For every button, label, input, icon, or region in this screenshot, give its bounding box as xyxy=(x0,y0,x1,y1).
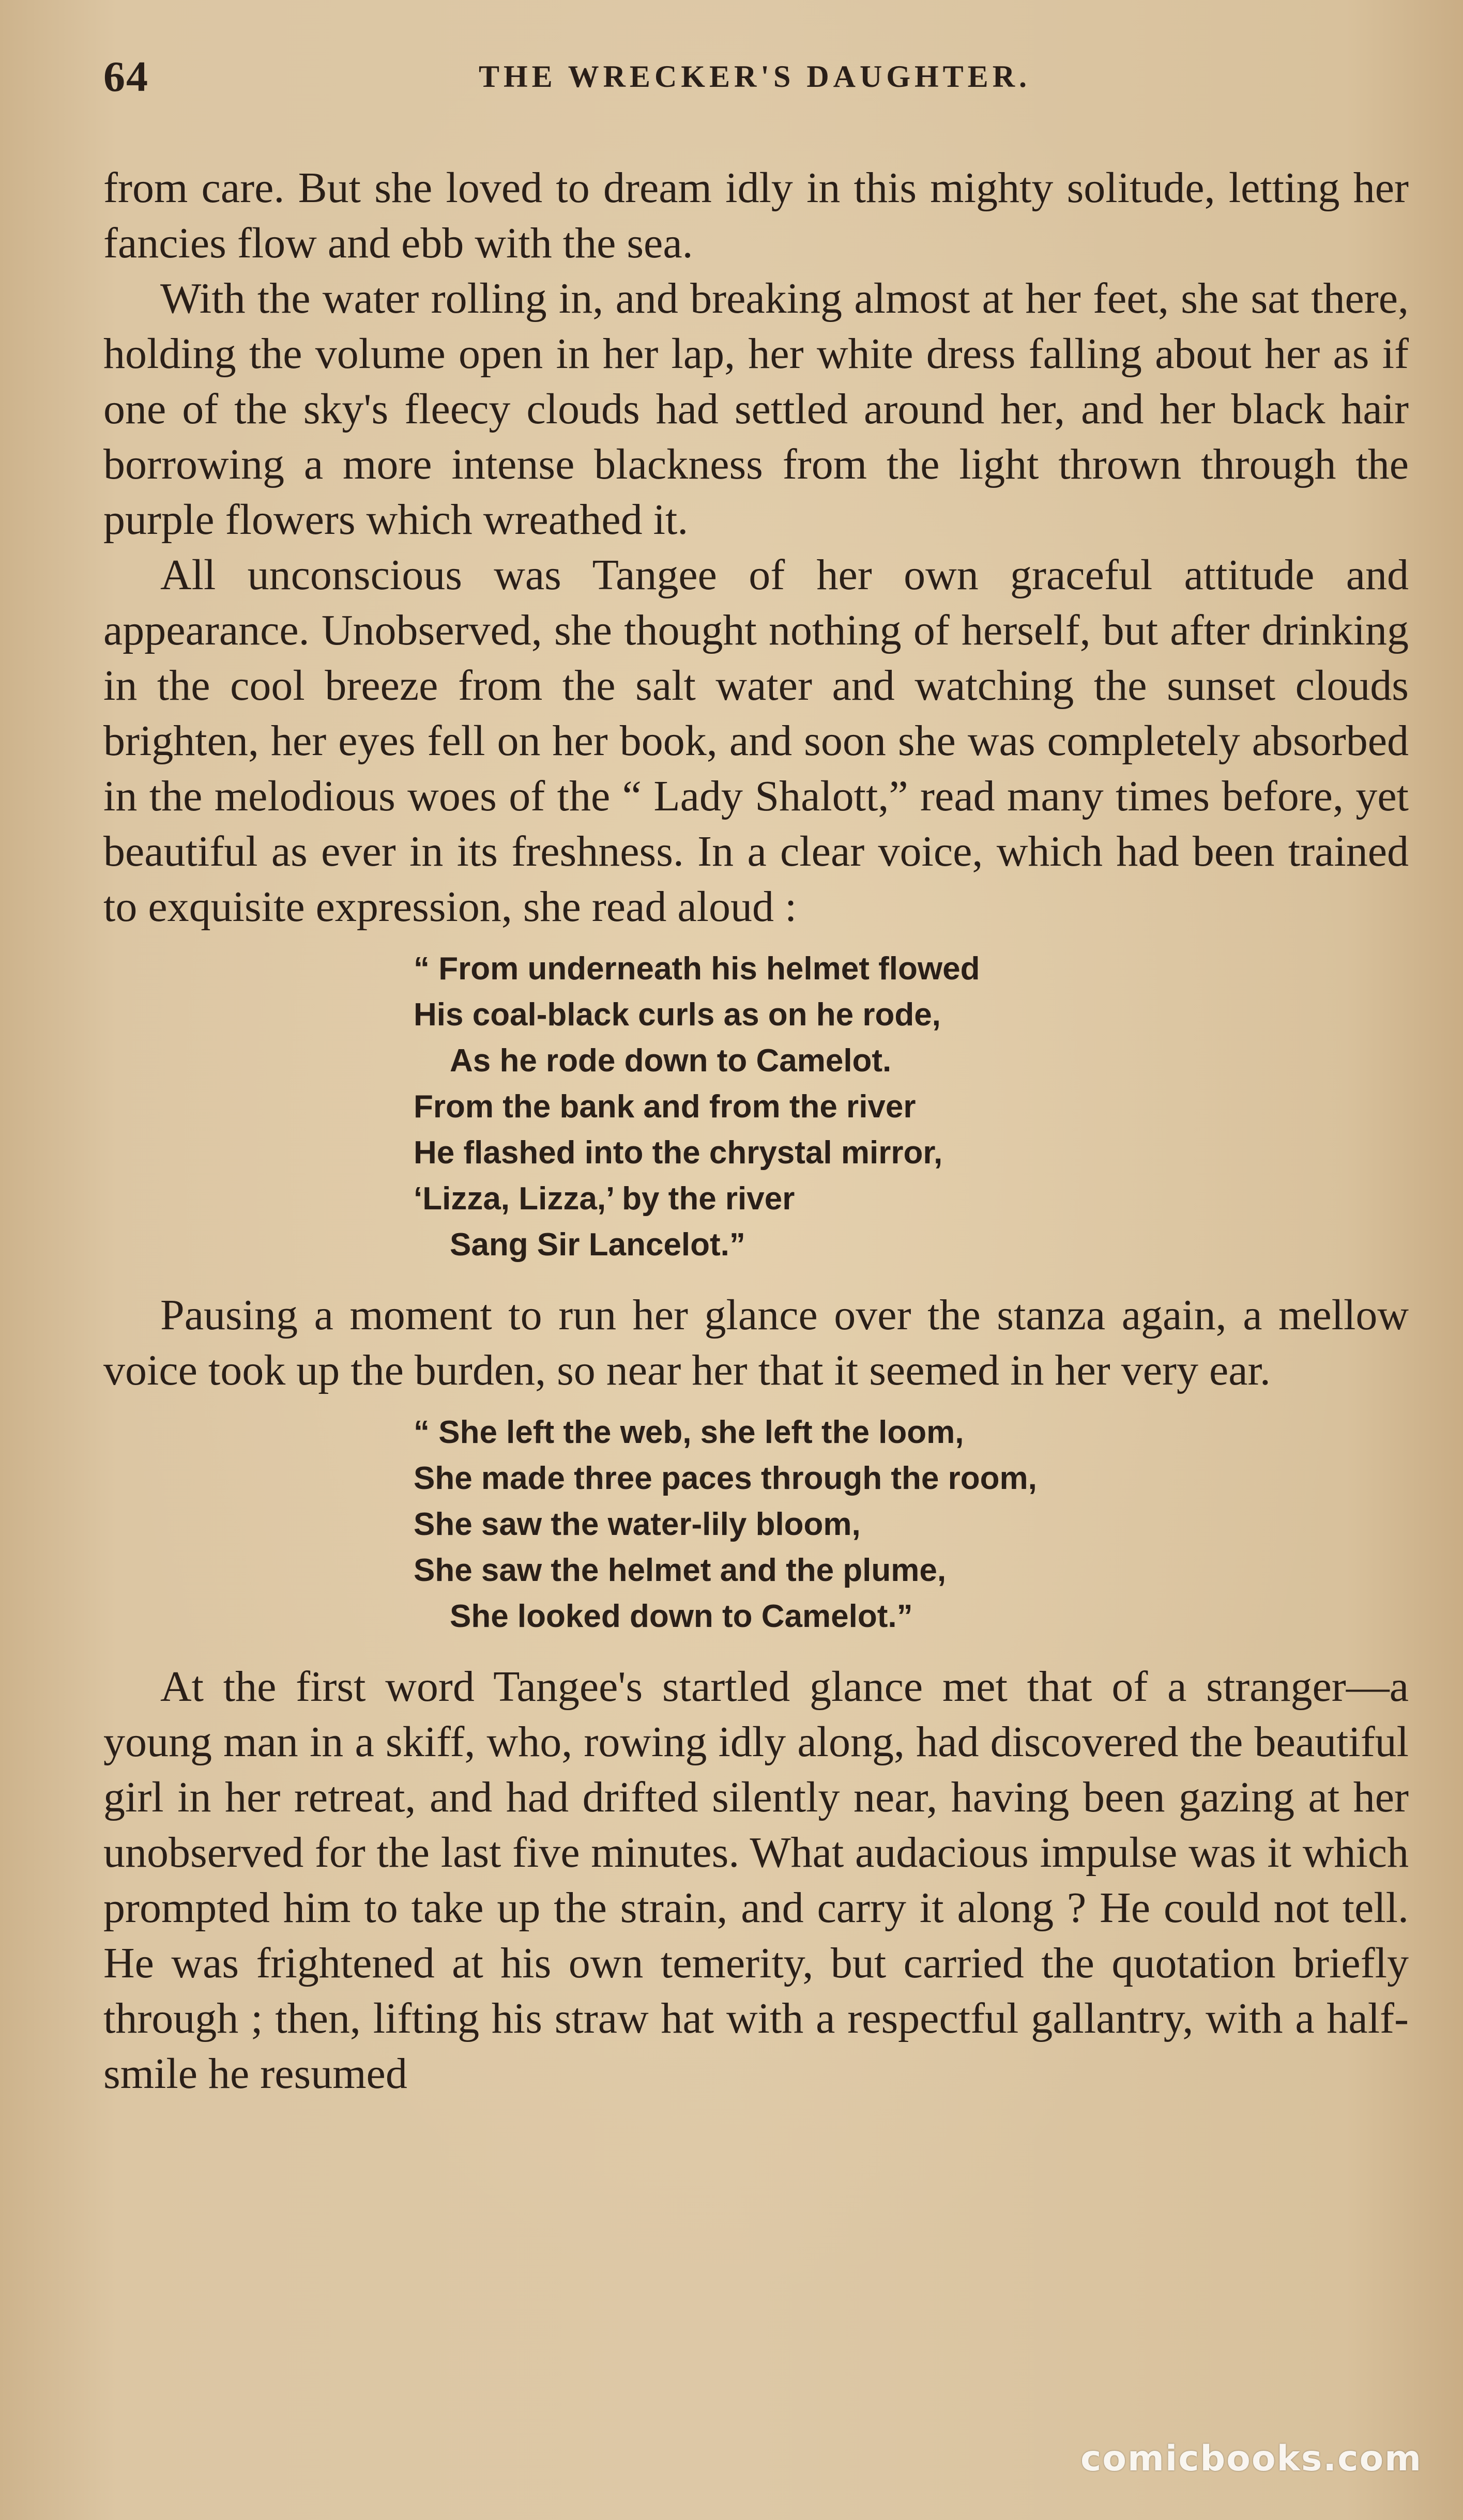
paragraph-3: All unconscious was Tangee of her own graceful attitude and appearance. Unobserved, she thought nothing of herself, but after drinking in the cool breeze from the salt water and watching the sunset clouds brighten, her eyes fell on her book, and soon she was completely absorbed in the melodious woes of the “ Lady Shalott,” read many times before, yet beautiful as ever in its freshness. In a clear voice, which had been trained to exquisite expression, she read aloud : xyxy=(103,551,1409,931)
poem-line: She looked down to Camelot.” xyxy=(450,1599,913,1634)
poem-stanza-2 xyxy=(103,1409,1409,1639)
watermark: comicbooks.com xyxy=(1080,2438,1423,2479)
poem-line: She saw the helmet and the plume, xyxy=(414,1553,947,1588)
poem-line: From the bank and from the river xyxy=(414,1089,916,1125)
poem-line: “ She left the web, she left the loom, xyxy=(414,1415,964,1450)
poem-line: Sang Sir Lancelot.” xyxy=(450,1227,745,1263)
paragraph-2: With the water rolling in, and breaking almost at her feet, she sat there, holding the volume open in her lap, her white dress falling about her as if one of the sky's fleecy clouds had settled around her, and her black hair borrowing a more intense blackness from the light thrown through the purple flowers which wreathed it. xyxy=(103,274,1409,544)
poem-line: She made three paces through the room, xyxy=(414,1461,1037,1496)
page-header xyxy=(103,52,1406,114)
poem-line: He flashed into the chrystal mirror, xyxy=(414,1135,943,1171)
poem-line: “ From underneath his helmet flowed xyxy=(414,951,980,987)
poem-line: She saw the water-lily bloom, xyxy=(414,1507,861,1542)
poem-line: His coal-black curls as on he rode, xyxy=(414,997,941,1033)
page-number: 64 xyxy=(103,53,149,101)
running-title: THE WRECKER'S DAUGHTER. xyxy=(478,59,1031,94)
paragraph-1: from care. But she loved to dream idly in this mighty solitude, letting her fancies flow and ebb with the sea. xyxy=(103,164,1409,267)
poem-line: As he rode down to Camelot. xyxy=(450,1043,892,1079)
paragraph-5: At the first word Tangee's startled glance met that of a stranger—a young man in a skiff, who, rowing idly along, had discovered the beautiful girl in her retreat, and had drifted silently near, having been gazing at her unobserved for the last five minutes. What audacious impulse was it which prompted him to take up the strain, and carry it along ? He could not tell. He was frightened at his own temerity, but carried the quotation briefly through ; then, lifting his straw hat with a respectful gallantry, with a half-smile he resumed xyxy=(103,1663,1409,2098)
poem-stanza-1 xyxy=(103,946,1409,1268)
paragraph-4: Pausing a moment to run her glance over the stanza again, a mellow voice took up the burden, so near her that it seemed in her very ear. xyxy=(103,1291,1409,1394)
body-text xyxy=(103,160,1409,2101)
poem-line: ‘Lizza, Lizza,’ by the river xyxy=(414,1181,795,1217)
